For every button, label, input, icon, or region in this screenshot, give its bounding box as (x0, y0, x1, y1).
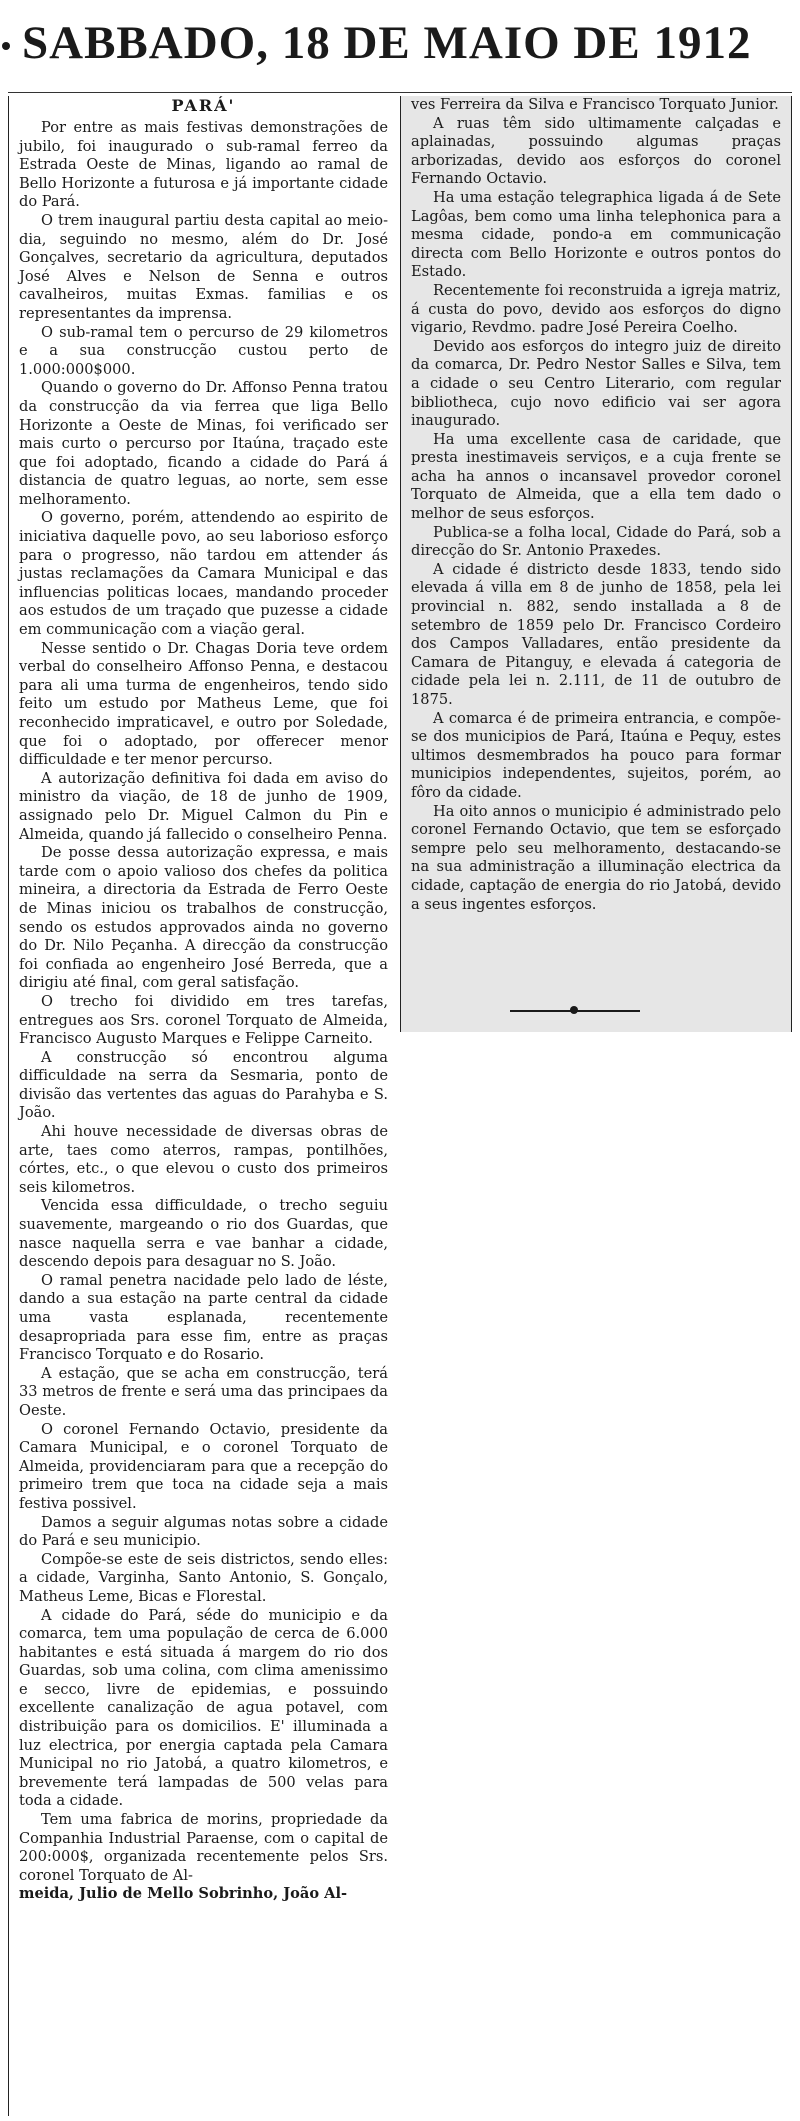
paragraph: Ha uma excellente casa de caridade, que presta inestimaveis serviços, e a cuja frente se acha ha annos o incansavel provedor coronel Torquato de Almeida, que a ella tem dado o melhor de seus esforços. (411, 430, 781, 523)
paragraph: O sub-ramal tem o percurso de 29 kilometros e a sua construcção custou perto de 1.000:000$000. (19, 323, 388, 378)
paragraph: A construcção só encontrou alguma difficuldade na serra da Sesmaria, ponto de divisão das vertentes das aguas do Parahyba e S. João. (19, 1048, 388, 1122)
paragraph: De posse dessa autorização expressa, e mais tarde com o apoio valioso dos chefes da politica mineira, a directoria da Estrada de Ferro Oeste de Minas iniciou os trabalhos de construcção, sendo os estudos approvados ainda no governo do Dr. Nilo Peçanha. A direcção da construcção foi confiada ao engenheiro José Berreda, que a dirigiu até final, com geral satisfação. (19, 844, 388, 992)
paragraph: Ha uma estação telegraphica ligada á de Sete Lagôas, bem como uma linha telephonica para a mesma cidade, pondo-a em communicação directa com Bello Horizonte e outros pontos do Estado. (411, 188, 781, 281)
paragraph: Vencida essa difficuldade, o trecho seguiu suavemente, margeando o rio dos Guardas, que nasce naquella serra e vae banhar a cidade, descendo depois para desaguar no S. João. (19, 1197, 388, 1271)
paragraph: Compõe-se este de seis districtos, sendo elles: a cidade, Varginha, Santo Antonio, S. Gonçalo, Matheus Leme, Bicas e Florestal. (19, 1550, 388, 1605)
article-title: PARÁ' (171, 96, 236, 115)
paragraph: Ha oito annos o municipio é administrado pelo coronel Fernando Octavio, que tem se esforçado sempre pelo seu melhoramento, destacando-se na sua administração a illuminação electrica da cidade, captação de energia do rio Jatobá, devido a seus ingentes esforços. (411, 802, 781, 913)
end-rule-dot (570, 1006, 578, 1014)
paragraph: O governo, porém, attendendo ao espirito de iniciativa daquelle povo, ao seu laborioso esforço para o progresso, não tardou em attender ás justas reclamações da Camara Municipal e das influencias politicas locaes, mandando proceder aos estudos de um traçado que puzesse a cidade em communicação com a viação geral. (19, 509, 388, 639)
paragraph: Por entre as mais festivas demonstrações de jubilo, foi inaugurado o sub-ramal ferreo da Estrada Oeste de Minas, ligando ao ramal de Bello Horizonte a futurosa e já importante cidade do Pará. (19, 119, 388, 211)
paragraph: Nesse sentido o Dr. Chagas Doria teve ordem verbal do conselheiro Affonso Penna, e destacou para ali uma turma de engenheiros, tendo sido feito um estudo por Matheus Leme, que foi reconhecido impraticavel, e outro por Soledade, que foi o adoptado, por offerecer menor difficuldade e ter menor percurso. (19, 639, 388, 769)
paragraph: A comarca é de primeira entrancia, e compõe-se dos municipios de Pará, Itaúna e Pequy, estes ultimos desmembrados ha pouco para formar municipios independentes, sujeitos, porém, ao fôro da cidade. (411, 709, 781, 801)
article-column-2 (400, 96, 792, 1032)
paragraph: O ramal penetra nacidade pelo lado de léste, dando a sua estação na parte central da cidade uma vasta esplanada, recentemente desapropriada para esse fim, entre as praças Francisco Torquato e do Rosario. (19, 1271, 388, 1364)
newspaper-header (0, 14, 800, 74)
article-column-1 (8, 96, 394, 2116)
paragraph-continued: meida, Julio de Mello Sobrinho, João Al- (19, 1885, 348, 1903)
paragraph: Recentemente foi reconstruida a igreja matriz, á custa do povo, devido aos esforços do digno vigario, Revdmo. padre José Pereira Coelho. (411, 281, 781, 337)
header-bullet (2, 42, 10, 50)
paragraph: A autorização definitiva foi dada em aviso do ministro da viação, de 18 de junho de 1909, assignado pelo Dr. Miguel Calmon du Pin e Almeida, quando já fallecido o conselheiro Penna. (19, 769, 388, 843)
paragraph: A estação, que se acha em construcção, terá 33 metros de frente e será uma das principaes da Oeste. (19, 1364, 388, 1419)
paragraph: Publica-se a folha local, Cidade do Pará, sob a direcção do Sr. Antonio Praxedes. (411, 523, 781, 560)
paragraph-continuation: ves Ferreira da Silva e Francisco Torquato Junior. (411, 96, 779, 113)
paragraph: O trecho foi dividido em tres tarefas, entregues aos Srs. coronel Torquato de Almeida, Francisco Augusto Marques e Felippe Carneito. (19, 992, 388, 1048)
header-rule (8, 92, 792, 93)
paragraph: Ahi houve necessidade de diversas obras de arte, taes como aterros, rampas, pontilhões, córtes, etc., o que elevou o custo dos primeiros seis kilometros. (19, 1123, 388, 1196)
paragraph: O coronel Fernando Octavio, presidente da Camara Municipal, e o coronel Torquato de Almeida, providenciaram para que a recepção do primeiro trem que toca na cidade seja a mais festiva possivel. (19, 1420, 388, 1512)
date-headline: SABBADO, 18 DE MAIO DE 1912 (22, 17, 752, 69)
paragraph: Damos a seguir algumas notas sobre a cidade do Pará e seu municipio. (19, 1513, 388, 1550)
paragraph: O trem inaugural partiu desta capital ao meio-dia, seguindo no mesmo, além do Dr. José Gonçalves, secretario da agricultura, deputados José Alves e Nelson de Senna e outros cavalheiros, muitas Exmas. familias e os representantes da imprensa. (19, 211, 388, 322)
paragraph: A ruas têm sido ultimamente calçadas e aplainadas, possuindo algumas praças arborizadas, devido aos esforços do coronel Fernando Octavio. (411, 114, 781, 188)
paragraph: A cidade do Pará, séde do municipio e da comarca, tem uma população de cerca de 6.000 habitantes e está situada á margem do rio dos Guardas, sob uma colina, com clima amenissimo e secco, livre de epidemias, e possuindo excellente canalização de agua potavel, com distribuição para os domicilios. E' illuminada a luz electrica, por energia captada pela Camara Municipal no rio Jatobá, a quatro kilometros, e brevemente terá lampadas de 500 velas para toda a cidade. (19, 1606, 388, 1810)
paragraph: Devido aos esforços do integro juiz de direito da comarca, Dr. Pedro Nestor Salles e Silva, tem a cidade o seu Centro Literario, com regular bibliotheca, cujo novo edificio vai ser agora inaugurado. (411, 337, 781, 430)
paragraph: A cidade é districto desde 1833, tendo sido elevada á villa em 8 de junho de 1858, pela lei provincial n. 882, sendo installada a 8 de setembro de 1859 pelo Dr. Francisco Cordeiro dos Campos Valladares, então presidente da Camara de Pitanguy, e elevada á categoria de cidade pela lei n. 2.111, de 11 de outubro de 1875. (411, 560, 781, 708)
paragraph: Tem uma fabrica de morins, propriedade da Companhia Industrial Paraense, com o capital de 200:000$, organizada recentemente pelos Srs. coronel Torquato de Al- (19, 1811, 388, 1884)
paragraph: Quando o governo do Dr. Affonso Penna tratou da construcção da via ferrea que liga Bello Horizonte a Oeste de Minas, foi verificado ser mais curto o percurso por Itaúna, traçado este que foi adoptado, ficando a cidade do Pará á distancia de quatro leguas, ao norte, sem esse melhoramento. (19, 379, 388, 508)
